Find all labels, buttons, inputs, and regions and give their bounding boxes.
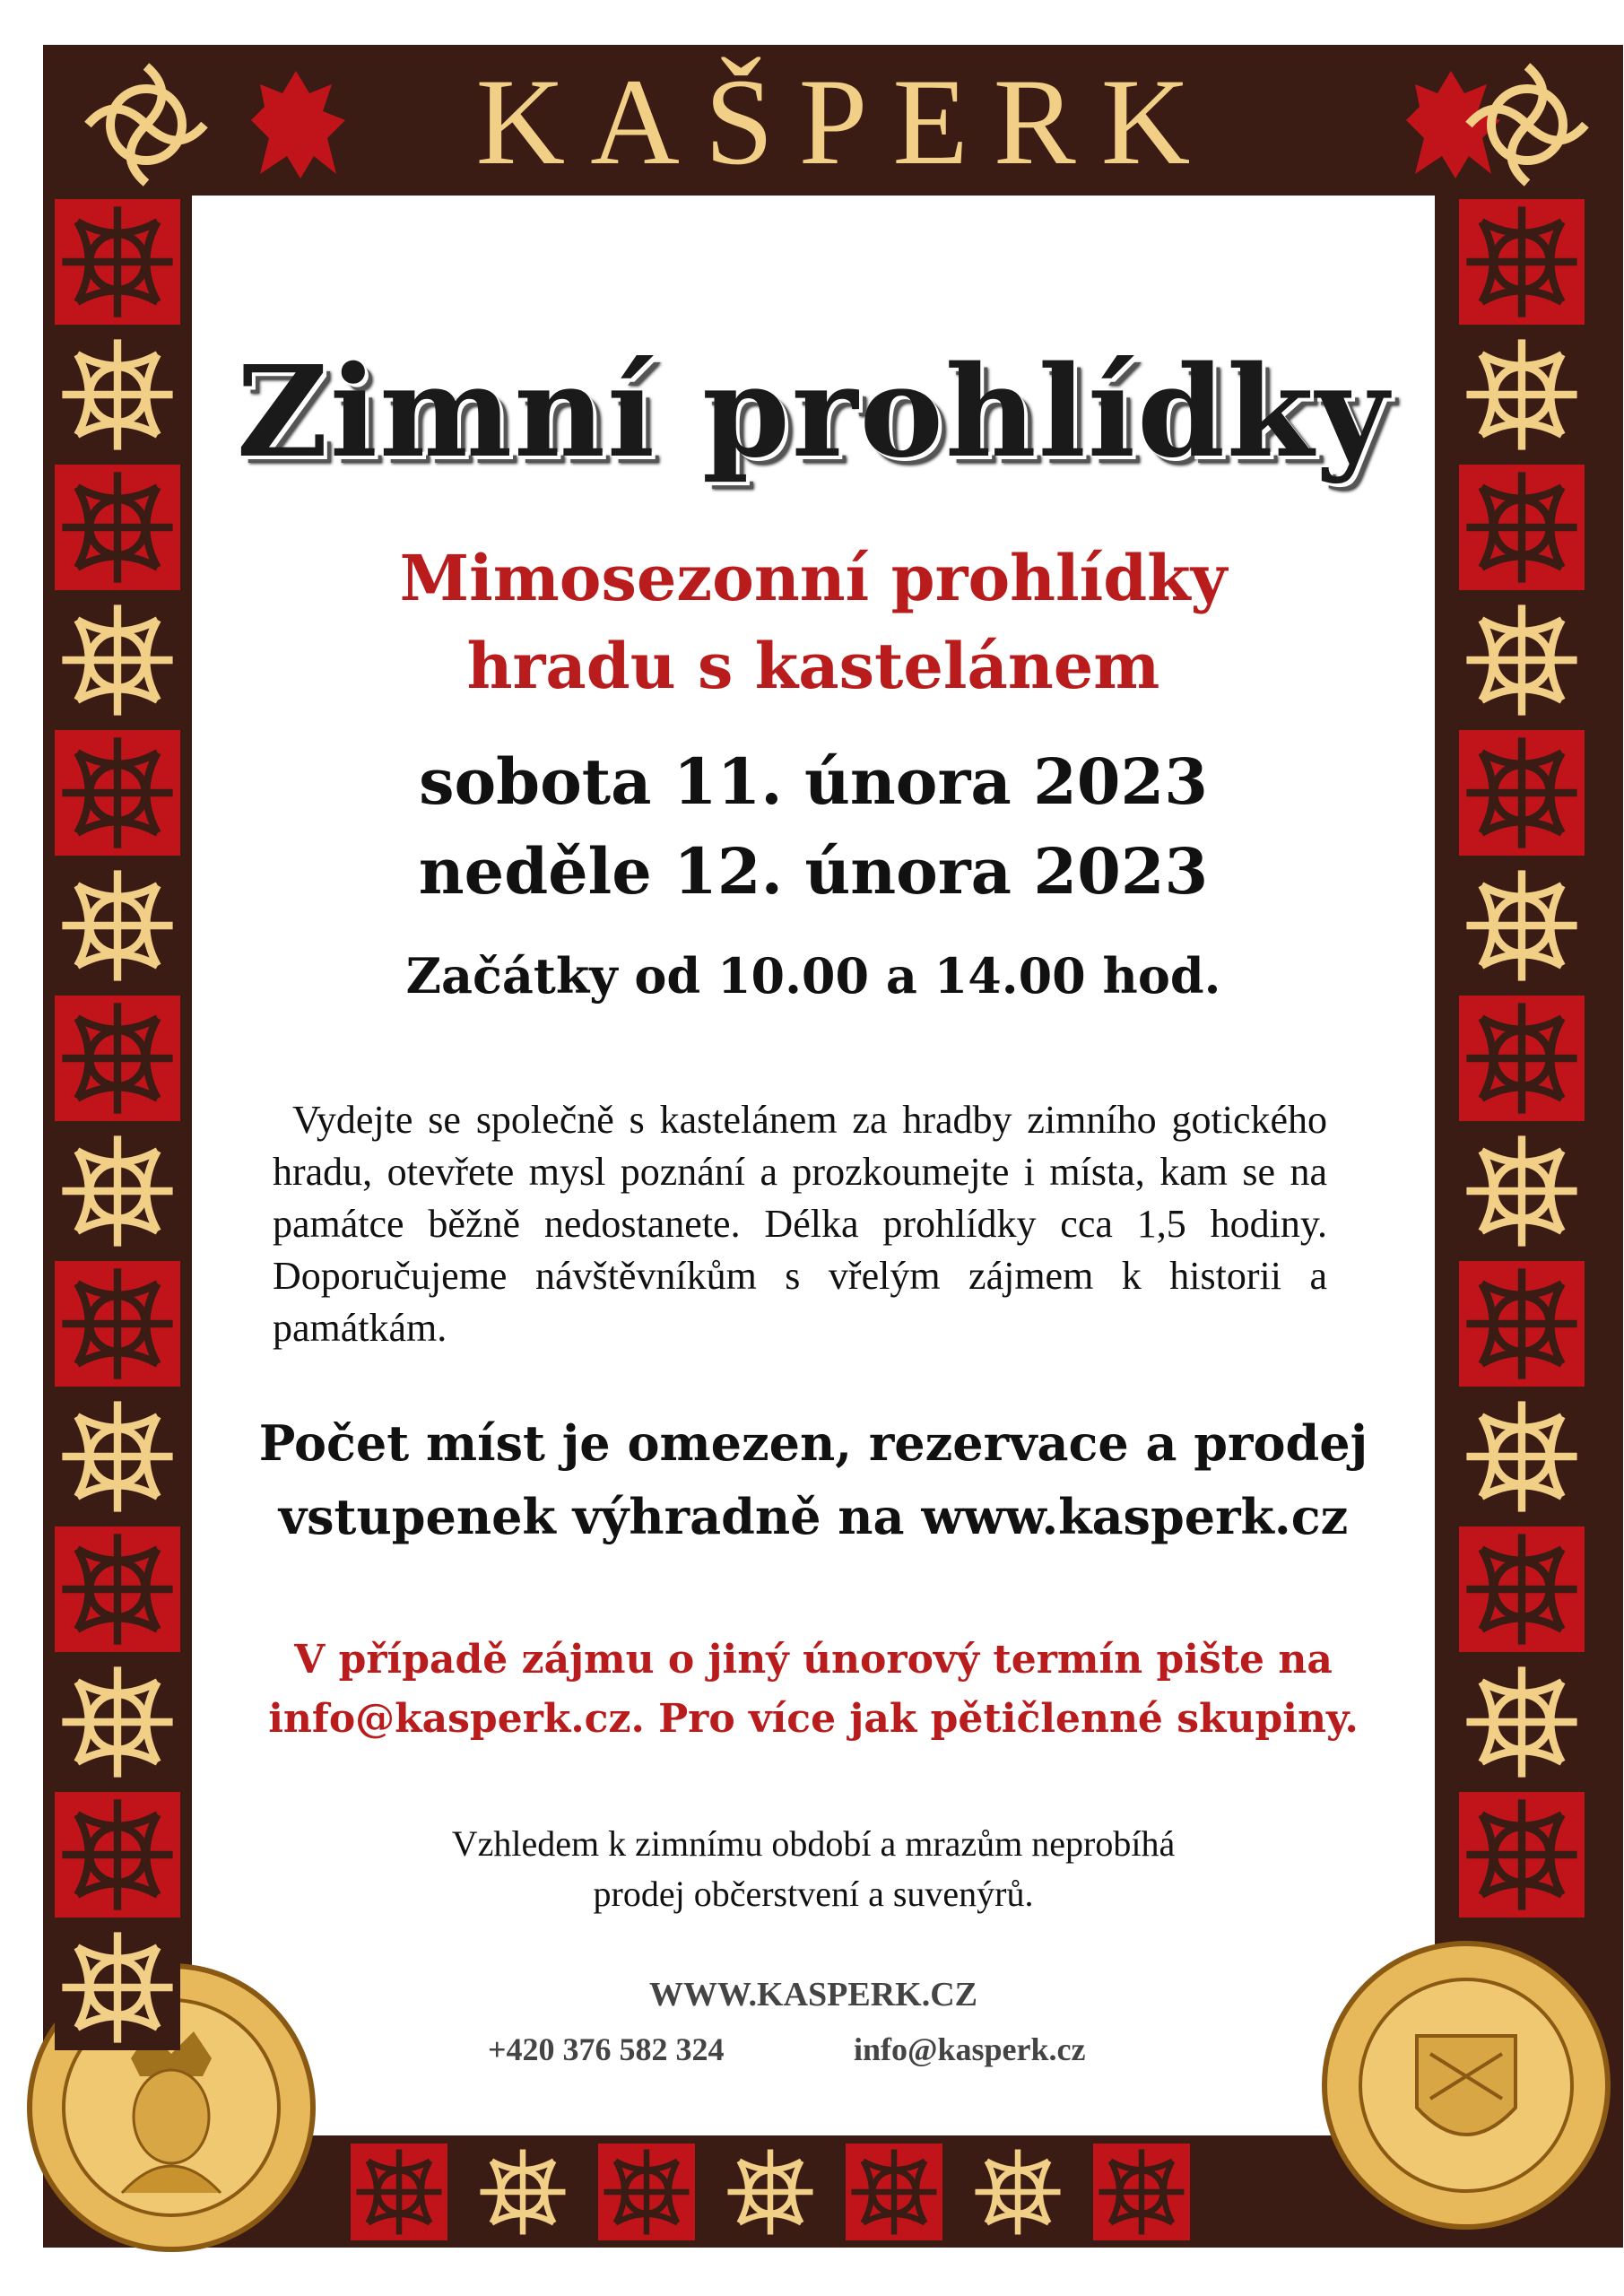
gold-ornament-tile [1446, 332, 1598, 457]
red-ornament-tile [52, 465, 183, 590]
red-ornament-tile [1446, 996, 1598, 1121]
contact-note-line: V případě zájmu o jiný únorový termín pište na [294, 1637, 1333, 1683]
gold-ornament-tile [52, 1128, 183, 1254]
ornament-icon [1460, 57, 1594, 192]
description-paragraph: Vydejte se společně s kastelánem za hradby zimního gotického hradu, otevřete mysl poznání a prozkoumejte i místa, kam se na památce běžně nedostanete. Délka prohlídky cca 1,5 hodiny. Doporučujeme návštěvníkům s vřelým zájmem k historii a památkám. [273, 1098, 1327, 1350]
red-ornament-tile [52, 1261, 183, 1387]
red-ornament-tile [52, 199, 183, 325]
red-ornament-tile [836, 2144, 952, 2240]
content-panel [192, 196, 1435, 2135]
gold-ornament-tile [1446, 1394, 1598, 1519]
ornament-icon [79, 57, 213, 192]
footer-phone[interactable]: +420 376 582 324 [488, 2031, 725, 2067]
gold-ornament-tile [1446, 863, 1598, 988]
town-seal-icon [1318, 1937, 1614, 2233]
winter-note-line: Vzhledem k zimnímu období a mrazům neprobíhá [451, 1823, 1176, 1864]
red-ornament-tile [52, 1792, 183, 1918]
red-ornament-tile [52, 730, 183, 856]
red-ornament-tile [1446, 465, 1598, 590]
red-ornament-tile [588, 2144, 705, 2240]
red-ornament-tile [52, 1526, 183, 1652]
red-ornament-tile [1446, 730, 1598, 856]
event-date: neděle 12. února 2023 [418, 834, 1209, 909]
start-times: Začátky od 10.00 a 14.00 hod. [405, 947, 1221, 1004]
winter-note-line: prodej občerstvení a suvenýrů. [593, 1874, 1034, 1914]
event-dates [192, 737, 1435, 917]
header-band [43, 45, 1623, 196]
subtitle-line: Mimosezonní prohlídky [399, 541, 1228, 615]
gold-ornament-tile [465, 2144, 581, 2240]
red-ornament-tile [341, 2144, 457, 2240]
brand-title: KAŠPERK [475, 53, 1216, 190]
heraldic-lion-icon [233, 57, 368, 192]
red-ornament-tile [1446, 1526, 1598, 1652]
red-ornament-tile [52, 996, 183, 1121]
gold-ornament-tile [52, 1394, 183, 1519]
gold-ornament-tile [52, 1925, 183, 2050]
winter-note [192, 1819, 1435, 1919]
gold-ornament-tile [52, 1659, 183, 1785]
notice-line: vstupenek výhradně na www.kasperk.cz [278, 1488, 1349, 1545]
contact-note-line: info@kasperk.cz. Pro více jak pětičlenné skupiny. [268, 1696, 1359, 1742]
notice-line: Počet míst je omezen, rezervace a prodej [258, 1414, 1368, 1472]
page-title: Zimní prohlídky [236, 339, 1391, 486]
group-contact-note [192, 1631, 1435, 1749]
subtitle [192, 535, 1435, 710]
gold-ornament-tile [52, 332, 183, 457]
reservation-notice [192, 1406, 1435, 1553]
gold-ornament-tile [712, 2144, 829, 2240]
gold-ornament-tile [52, 863, 183, 988]
gold-ornament-tile [1446, 1659, 1598, 1785]
subtitle-line: hradu s kastelánem [466, 629, 1160, 703]
gold-ornament-tile [1446, 597, 1598, 723]
red-ornament-tile [1083, 2144, 1200, 2240]
footer-email[interactable]: info@kasperk.cz [854, 2031, 1086, 2067]
gold-ornament-tile [1446, 1128, 1598, 1254]
gold-ornament-tile [52, 597, 183, 723]
footer-website[interactable]: WWW.KASPERK.CZ [649, 1976, 977, 2013]
red-ornament-tile [1446, 1792, 1598, 1918]
event-date: sobota 11. února 2023 [419, 744, 1208, 819]
red-ornament-tile [1446, 1261, 1598, 1387]
gold-ornament-tile [960, 2144, 1076, 2240]
red-ornament-tile [1446, 199, 1598, 325]
